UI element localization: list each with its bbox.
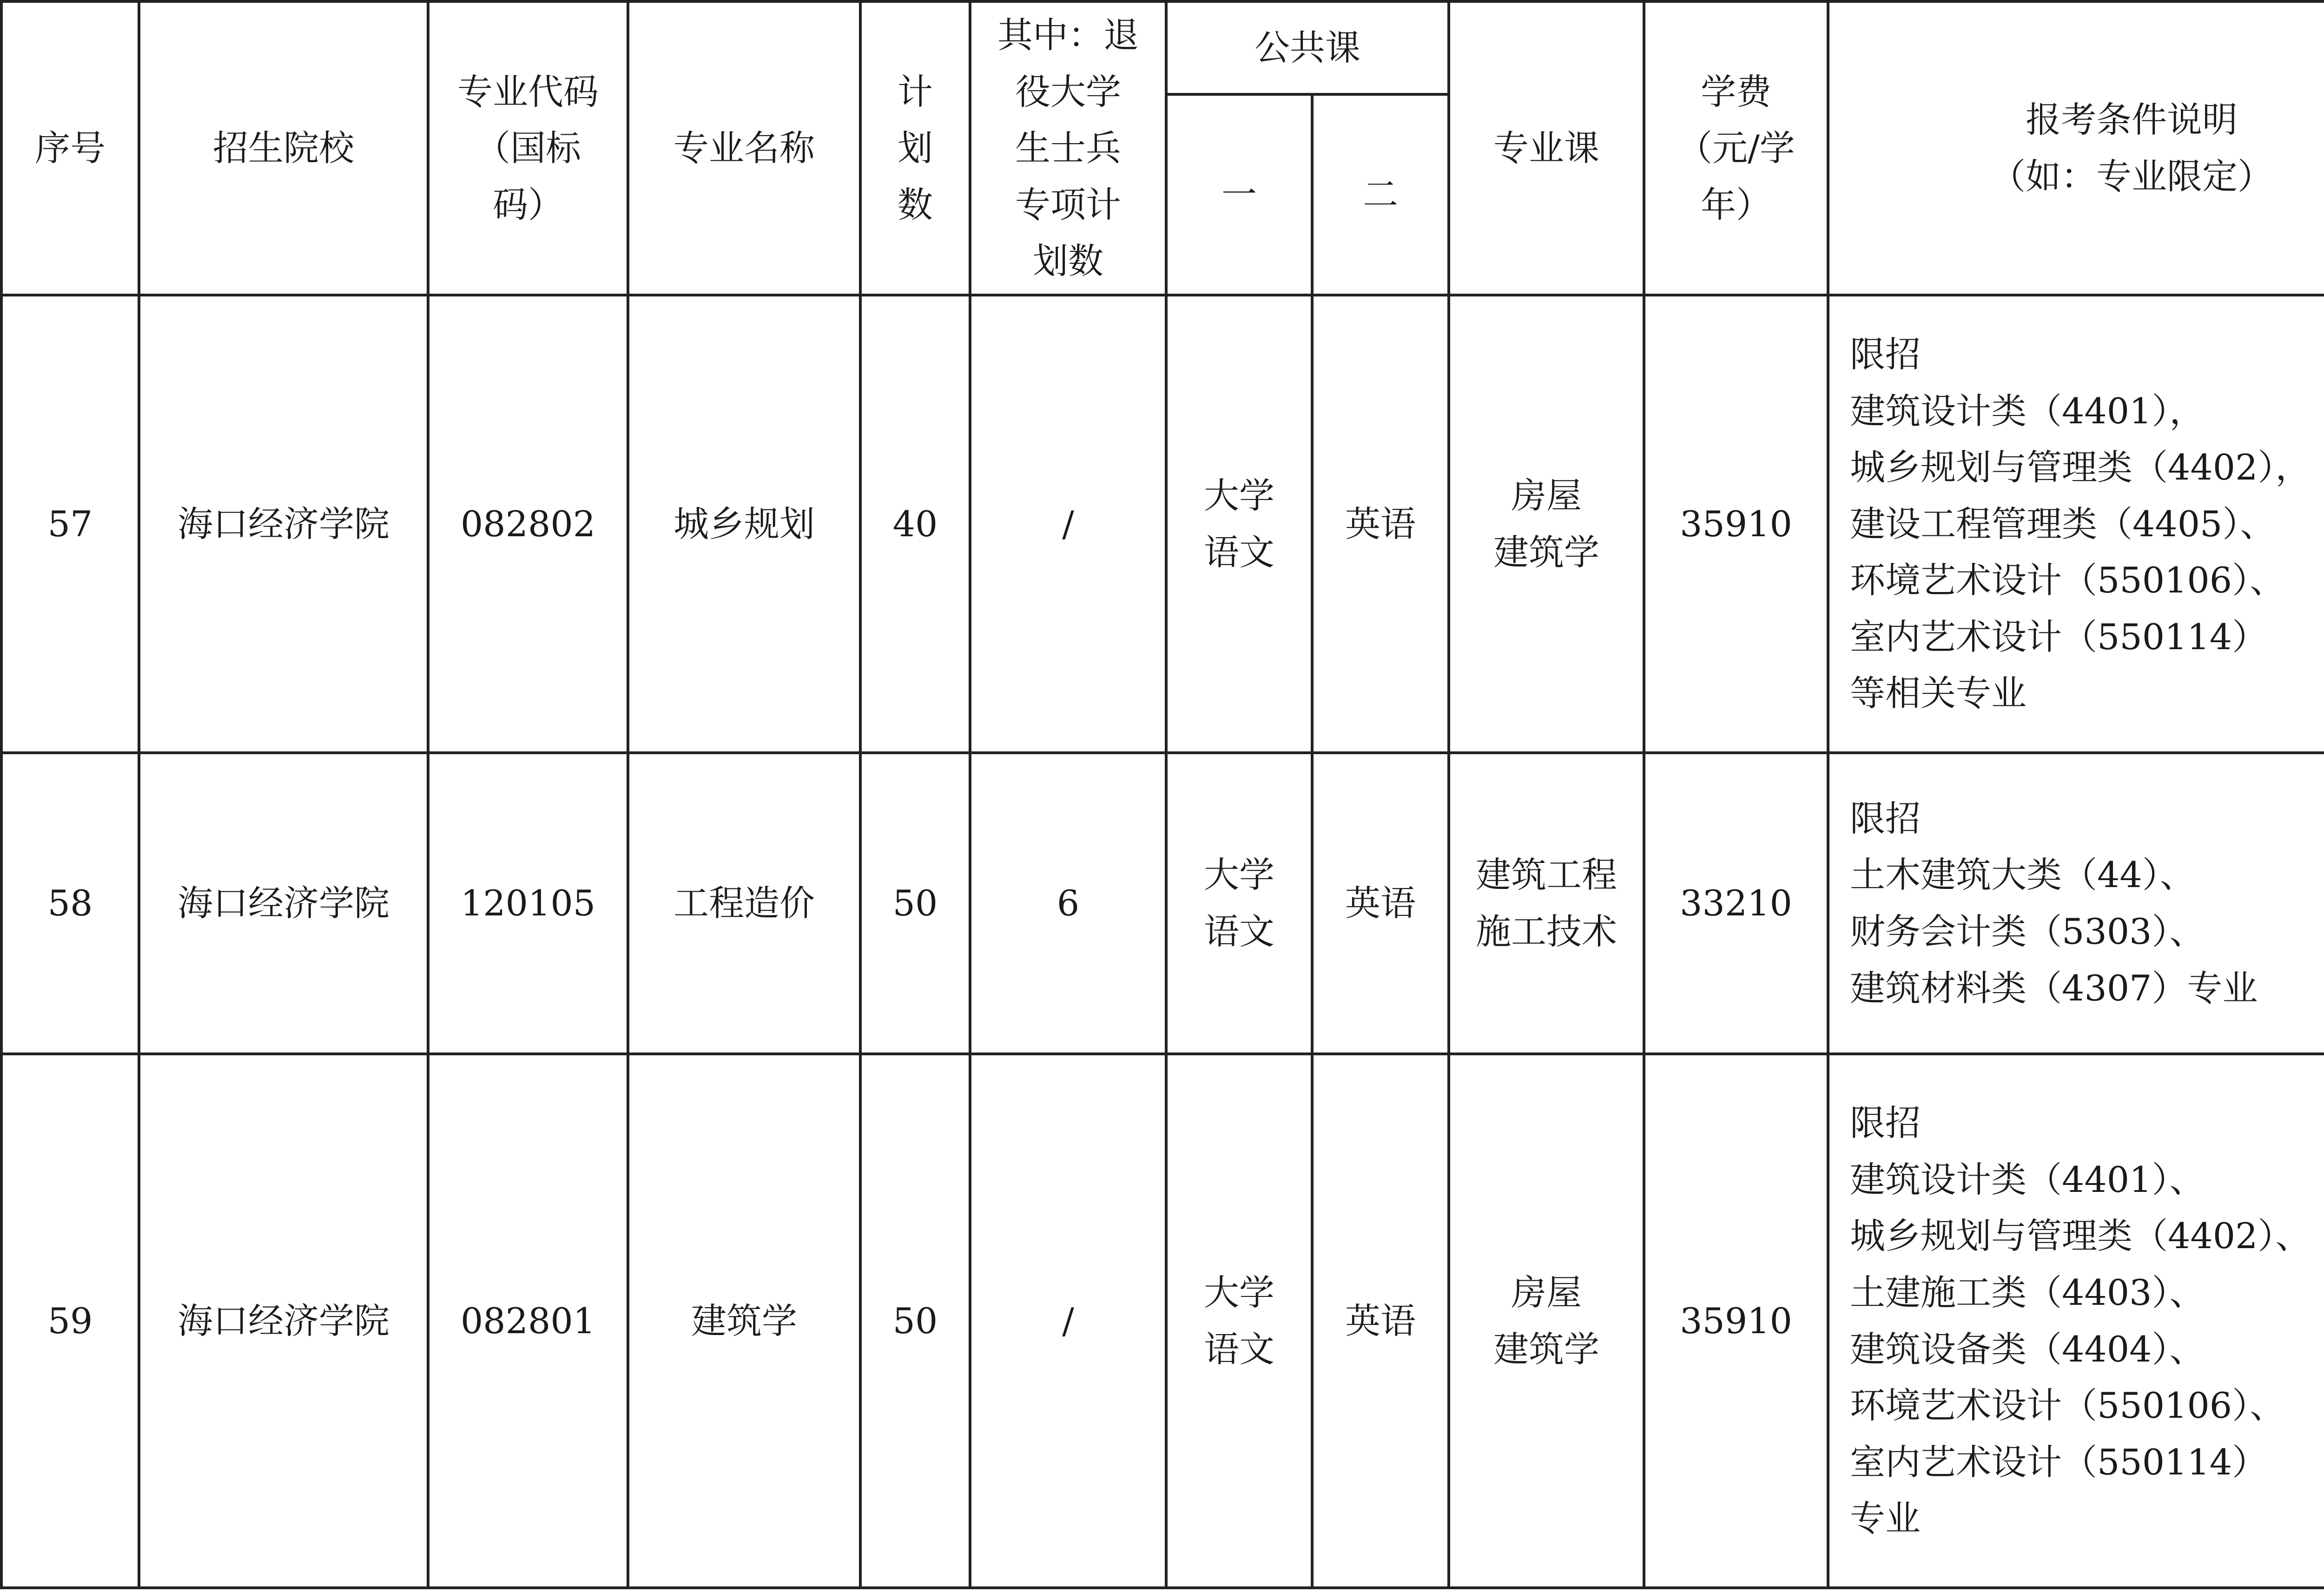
cell-veteran-value: / <box>1062 503 1074 545</box>
header-code-line: （国标 <box>475 127 581 169</box>
cell-plan <box>860 1054 970 1588</box>
condition-line: 专业 <box>1850 1498 1921 1539</box>
header-veteran <box>970 1 1166 295</box>
cell-code-value: 082801 <box>460 1300 596 1342</box>
header-veteran-line: 划数 <box>1033 240 1103 282</box>
cell-plan-value: 40 <box>892 503 938 545</box>
cell-major-value: 建筑学 <box>691 1300 797 1342</box>
cell-public-one <box>1166 1054 1312 1588</box>
cell-public-two-value: 英语 <box>1345 503 1416 545</box>
cell-major-course <box>1449 1054 1644 1588</box>
header-tuition <box>1644 1 1828 295</box>
cell-major <box>628 753 860 1054</box>
cell-plan <box>860 295 970 753</box>
cell-conditions <box>1828 753 2324 1054</box>
condition-line: 限招 <box>1850 1102 1921 1144</box>
header-conditions <box>1828 1 2324 295</box>
cell-plan-value: 50 <box>892 1300 938 1342</box>
table-row <box>1 1054 2324 1588</box>
header-plan-line: 划 <box>898 127 933 169</box>
cell-tuition-value: 35910 <box>1680 1300 1792 1342</box>
table-body <box>1 295 2324 1588</box>
cell-seq-value: 57 <box>47 503 93 545</box>
header-seq-label: 序号 <box>35 127 106 169</box>
table-row <box>1 295 2324 753</box>
cell-tuition-value: 35910 <box>1680 503 1792 545</box>
header-major-label: 专业名称 <box>673 127 815 169</box>
cell-school <box>139 295 428 753</box>
cell-code <box>428 295 628 753</box>
cell-school-value: 海口经济学院 <box>178 882 390 924</box>
cell-veteran <box>970 1054 1166 1588</box>
cell-major-course-line: 房屋 <box>1511 1271 1582 1313</box>
condition-line: 室内艺术设计（550114） <box>1850 616 2268 658</box>
cell-tuition-value: 33210 <box>1680 882 1792 924</box>
header-code-line: 专业代码 <box>457 71 599 112</box>
header-public-two <box>1312 94 1449 295</box>
condition-line: 等相关专业 <box>1850 672 2027 714</box>
cell-public-one-line: 语文 <box>1204 1328 1274 1370</box>
cell-code <box>428 1054 628 1588</box>
cell-tuition <box>1644 1054 1828 1588</box>
cell-tuition <box>1644 295 1828 753</box>
header-plan-line: 计 <box>898 71 933 112</box>
header-major-course-label: 专业课 <box>1493 127 1599 169</box>
cell-code-value: 082802 <box>460 503 596 545</box>
cell-veteran-value: 6 <box>1056 882 1080 924</box>
cell-public-two <box>1312 753 1449 1054</box>
header-major <box>628 1 860 295</box>
table-row <box>1 753 2324 1054</box>
cell-seq-value: 58 <box>47 882 93 924</box>
header-tuition-line: 学费 <box>1701 71 1771 112</box>
header-school-label: 招生院校 <box>213 127 354 169</box>
cell-public-one-line: 大学 <box>1204 474 1274 516</box>
header-public-course-label: 公共课 <box>1254 27 1360 69</box>
header-plan <box>860 1 970 295</box>
cell-tuition <box>1644 753 1828 1054</box>
condition-line: 限招 <box>1850 797 1921 839</box>
cell-public-one-line: 大学 <box>1204 854 1274 896</box>
condition-line: 土木建筑大类（44）、 <box>1850 854 2195 896</box>
table-header <box>1 1 2324 295</box>
header-code <box>428 1 628 295</box>
cell-conditions <box>1828 1054 2324 1588</box>
header-veteran-line: 其中：退 <box>997 14 1139 56</box>
cell-public-one-line: 语文 <box>1204 911 1274 952</box>
cell-public-one <box>1166 295 1312 753</box>
condition-line: 建筑材料类（4307）专业 <box>1850 967 2258 1009</box>
cell-public-two <box>1312 1054 1449 1588</box>
cell-school-value: 海口经济学院 <box>178 1300 390 1342</box>
cell-seq <box>1 1054 139 1588</box>
condition-line: 土建施工类（4403）、 <box>1850 1271 2205 1313</box>
cell-school <box>139 753 428 1054</box>
condition-line: 环境艺术设计（550106）、 <box>1850 1385 2285 1427</box>
cell-seq <box>1 295 139 753</box>
cell-major-course-line: 建筑学 <box>1493 1328 1599 1370</box>
cell-major-course-line: 建筑工程 <box>1476 854 1617 896</box>
header-public-two-label: 二 <box>1363 174 1398 216</box>
condition-line: 限招 <box>1850 333 1921 375</box>
cell-veteran-value: / <box>1062 1300 1074 1342</box>
cell-major-value: 工程造价 <box>673 882 815 924</box>
condition-line: 建筑设计类（4401）、 <box>1850 1158 2205 1200</box>
cell-code <box>428 753 628 1054</box>
condition-line: 建设工程管理类（4405）、 <box>1850 503 2276 545</box>
condition-line: 环境艺术设计（550106）、 <box>1850 559 2285 601</box>
header-public-one-label: 一 <box>1221 174 1257 216</box>
header-plan-line: 数 <box>898 184 933 225</box>
header-public-course <box>1166 1 1449 94</box>
header-veteran-line: 生士兵 <box>1015 127 1121 169</box>
cell-public-one-line: 语文 <box>1204 531 1274 573</box>
cell-plan-value: 50 <box>892 882 938 924</box>
cell-major <box>628 1054 860 1588</box>
cell-major-course-line: 房屋 <box>1511 474 1582 516</box>
header-conditions-line: 报考条件说明 <box>2026 99 2238 141</box>
header-conditions-line: （如：专业限定） <box>1990 156 2273 197</box>
header-veteran-line: 专项计 <box>1015 184 1121 225</box>
cell-school-value: 海口经济学院 <box>178 503 390 545</box>
cell-major <box>628 295 860 753</box>
condition-line: 城乡规划与管理类（4402）、 <box>1850 1215 2311 1257</box>
cell-public-two-value: 英语 <box>1345 882 1416 924</box>
header-school <box>139 1 428 295</box>
cell-public-one <box>1166 753 1312 1054</box>
cell-veteran <box>970 753 1166 1054</box>
cell-public-two-value: 英语 <box>1345 1300 1416 1342</box>
cell-major-course <box>1449 295 1644 753</box>
cell-major-course-line: 建筑学 <box>1493 531 1599 573</box>
header-seq <box>1 1 139 295</box>
cell-public-two <box>1312 295 1449 753</box>
header-public-one <box>1166 94 1312 295</box>
header-major-course <box>1449 1 1644 295</box>
cell-plan <box>860 753 970 1054</box>
condition-line: 建筑设备类（4404）、 <box>1850 1328 2205 1370</box>
cell-seq <box>1 753 139 1054</box>
cell-code-value: 120105 <box>460 882 596 924</box>
cell-seq-value: 59 <box>47 1300 93 1342</box>
condition-line: 建筑设计类（4401）， <box>1850 390 2205 432</box>
header-tuition-line: （元/学 <box>1677 127 1795 169</box>
header-tuition-line: 年） <box>1701 184 1771 225</box>
cell-conditions <box>1828 295 2324 753</box>
cell-public-one-line: 大学 <box>1204 1271 1274 1313</box>
condition-line: 室内艺术设计（550114） <box>1850 1441 2268 1483</box>
header-code-line: 码） <box>493 184 563 225</box>
cell-school <box>139 1054 428 1588</box>
condition-line: 城乡规划与管理类（4402）， <box>1850 447 2311 488</box>
cell-major-course <box>1449 753 1644 1054</box>
cell-veteran <box>970 295 1166 753</box>
header-row-top <box>1 1 2324 94</box>
condition-line: 财务会计类（5303）、 <box>1850 911 2205 952</box>
cell-major-value: 城乡规划 <box>673 503 815 545</box>
cell-major-course-line: 施工技术 <box>1476 911 1617 952</box>
header-veteran-line: 役大学 <box>1015 71 1121 112</box>
